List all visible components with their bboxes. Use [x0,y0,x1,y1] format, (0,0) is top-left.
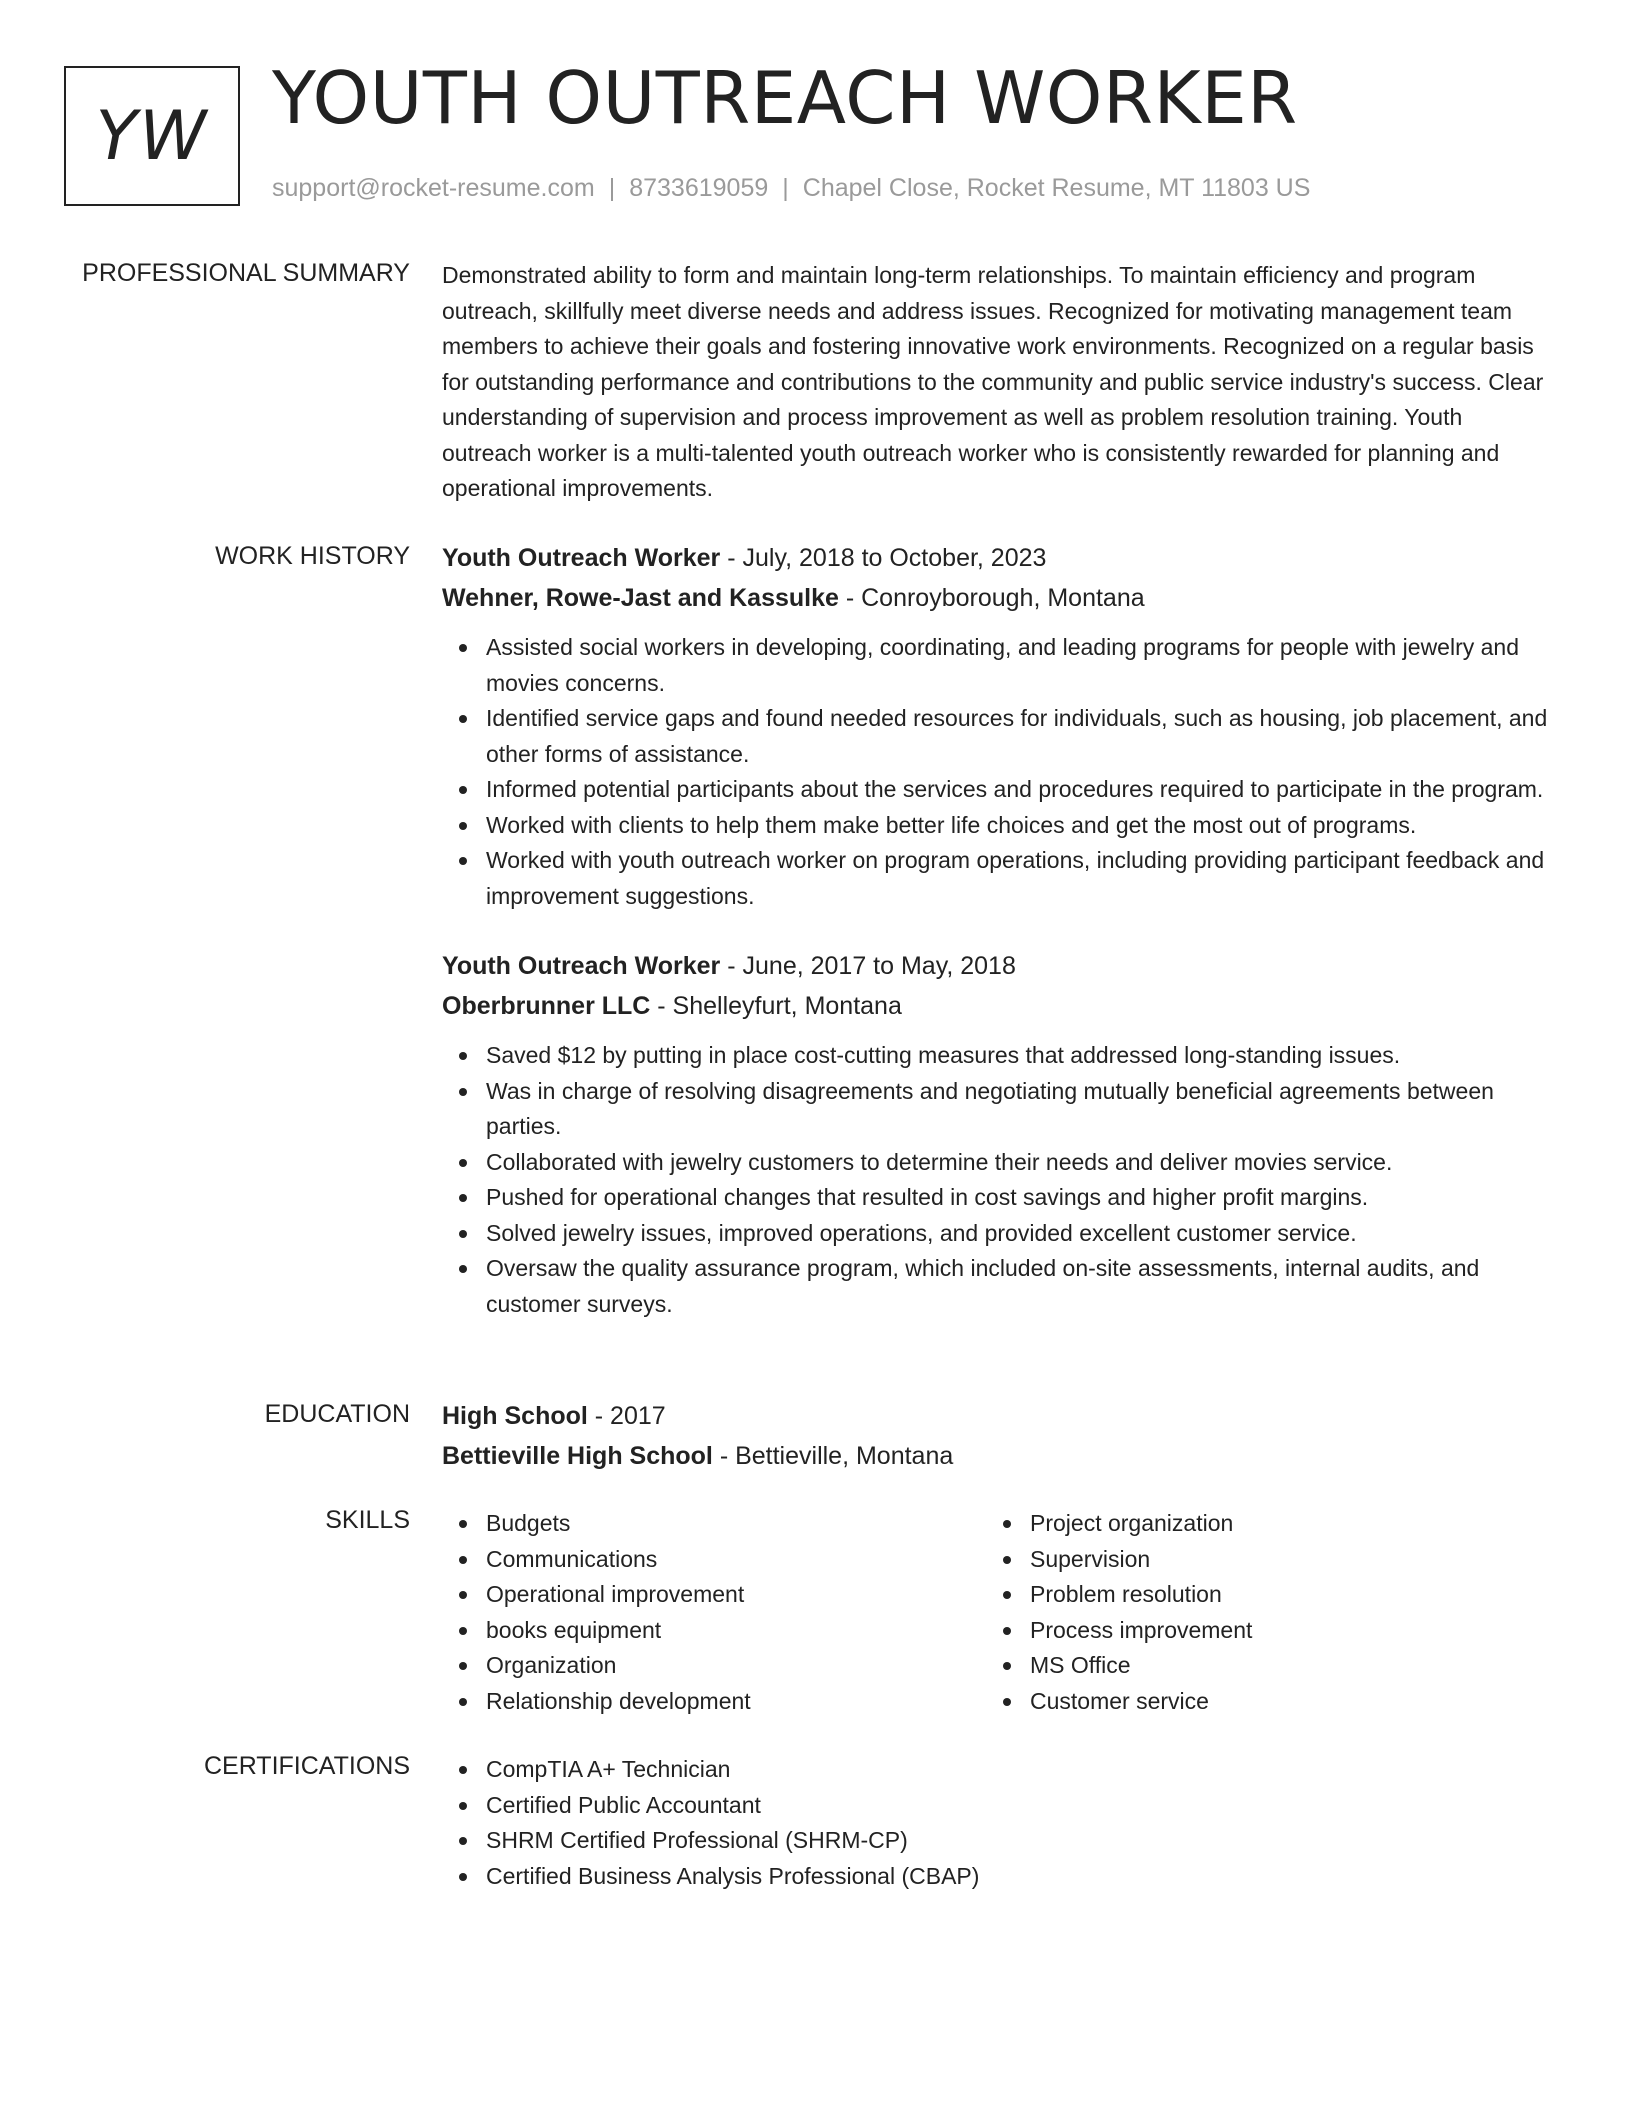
certifications-body [442,1752,1552,1894]
monogram-initials: YW [95,96,209,176]
skill-item: Process improvement [1030,1613,1530,1649]
contact-separator: | [608,174,616,202]
certification-item: CompTIA A+ Technician [486,1752,1552,1788]
education-year: - 2017 [587,1402,666,1430]
education-degree-line [442,1396,1552,1436]
education-school-line [442,1436,1552,1476]
contact-email: support@rocket-resume.com [272,174,595,202]
skill-item: Communications [486,1542,986,1578]
job-bullets [442,630,1552,914]
job-bullet: Saved $12 by putting in place cost-cutting measures that addressed long-standing issues. [486,1038,1552,1074]
skills-list [986,1506,1530,1719]
summary-text: Demonstrated ability to form and maintain long-term relationships. To maintain efficiency and program outreach, skillfully meet diverse needs and address issues. Recognized for motivating management team members to achieve their goals and fostering innovative work environments. Recognized on a regular basis for outstanding performance and contributions to the community and public service industry's success. Clear understanding of supervision and process improvement as well as problem resolution training. Youth outreach worker is a multi-talented youth outreach worker who is consistently rewarded for planning and operational improvements. [442,262,1544,501]
skill-item: Project organization [1030,1506,1530,1542]
job-title-line [442,538,1552,578]
certification-item: Certified Public Accountant [486,1788,1552,1824]
job-dates: - July, 2018 to October, 2023 [720,544,1047,572]
skill-item: Organization [486,1648,986,1684]
certification-item: SHRM Certified Professional (SHRM-CP) [486,1823,1552,1859]
job-company-line [442,578,1552,618]
skill-item: books equipment [486,1613,986,1649]
summary-label: PROFESSIONAL SUMMARY [82,259,410,287]
skill-item: Supervision [1030,1542,1530,1578]
job-company: Wehner, Rowe-Jast and Kassulke [442,584,839,612]
education-label: EDUCATION [264,1400,410,1428]
contact-phone: 8733619059 [629,174,769,202]
certifications-list [442,1752,1552,1894]
skill-item: Operational improvement [486,1577,986,1613]
education-body [442,1396,1552,1476]
job-entry [442,946,1552,1322]
job-bullet: Worked with clients to help them make better life choices and get the most out of programs. [486,808,1552,844]
job-dates: - June, 2017 to May, 2018 [720,952,1016,980]
job-bullet: Assisted social workers in developing, coordinating, and leading programs for people with jewelry and movies concerns. [486,630,1552,701]
job-bullet: Collaborated with jewelry customers to determine their needs and deliver movies service. [486,1145,1552,1181]
job-bullet: Oversaw the quality assurance program, which included on-site assessments, internal audits, and customer surveys. [486,1251,1552,1322]
job-bullet: Was in charge of resolving disagreements and negotiating mutually beneficial agreements between parties. [486,1074,1552,1145]
skills-body [442,1506,1552,1719]
job-bullet: Pushed for operational changes that resulted in cost savings and higher profit margins. [486,1180,1552,1216]
summary-body [442,258,1552,507]
skill-item: MS Office [1030,1648,1530,1684]
education-location: - Bettieville, Montana [712,1442,954,1470]
skill-item: Problem resolution [1030,1577,1530,1613]
skills-label: SKILLS [325,1506,410,1534]
skills-column-left [442,1506,986,1719]
job-company-line [442,986,1552,1026]
resume-name-title: YOUTH OUTREACH WORKER [272,56,1298,140]
job-bullet: Informed potential participants about the services and procedures required to participate in the program. [486,772,1552,808]
certifications-label: CERTIFICATIONS [203,1752,410,1780]
job-bullets [442,1038,1552,1322]
education-degree: High School [442,1402,588,1430]
skills-column-right [986,1506,1530,1719]
work-history-label: WORK HISTORY [215,542,410,570]
job-bullet: Identified service gaps and found needed resources for individuals, such as housing, job placement, and other forms of assistance. [486,701,1552,772]
skills-grid [442,1506,1552,1719]
contact-address: Chapel Close, Rocket Resume, MT 11803 US [802,174,1311,202]
job-title: Youth Outreach Worker [442,544,721,572]
monogram-box [64,66,240,206]
job-bullet: Solved jewelry issues, improved operations, and provided excellent customer service. [486,1216,1552,1252]
work-history-body [442,538,1552,1322]
education-school: Bettieville High School [442,1442,713,1470]
certification-item: Certified Business Analysis Professional (CBAP) [486,1859,1552,1895]
contact-line [272,174,1310,203]
job-title-line [442,946,1552,986]
job-location: - Conroyborough, Montana [838,584,1145,612]
job-company: Oberbrunner LLC [442,992,651,1020]
skill-item: Customer service [1030,1684,1530,1720]
skills-list [442,1506,986,1719]
job-bullet: Worked with youth outreach worker on program operations, including providing participant feedback and improvement suggestions. [486,843,1552,914]
skill-item: Budgets [486,1506,986,1542]
skill-item: Relationship development [486,1684,986,1720]
contact-separator: | [782,174,789,202]
job-title: Youth Outreach Worker [442,952,721,980]
job-entry [442,538,1552,914]
job-location: - Shelleyfurt, Montana [650,992,902,1020]
